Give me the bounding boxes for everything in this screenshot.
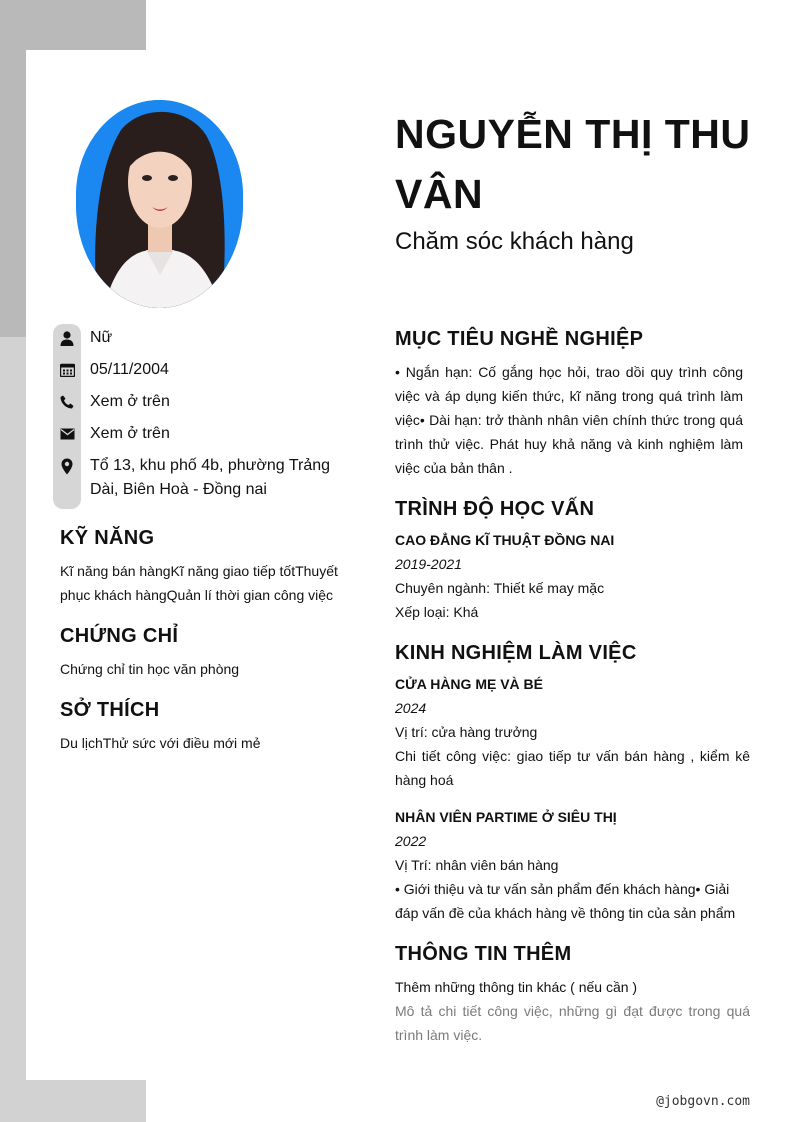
desired-position: Chăm sóc khách hàng [395,228,634,255]
education-heading: TRÌNH ĐỘ HỌC VẤN [395,498,595,520]
job-2-year: 2022 [395,833,427,849]
address-text: Tổ 13, khu phố 4b, phường Trảng Dài, Biên Hoà - Đồng nai [90,457,331,498]
gender-text: Nữ [90,329,113,346]
job-1-role: Vị trí: cửa hàng trưởng [395,724,538,740]
person-icon [53,322,81,354]
phone-icon [53,386,81,418]
education-major: Chuyên ngành: Thiết kế may mặc [395,580,605,596]
candidate-name: NGUYỄN THỊ THU VÂN [395,111,751,217]
footer-watermark: @jobgovn.com [656,1094,750,1109]
additional-heading: THÔNG TIN THÊM [395,943,572,965]
profile-photo-illustration [76,100,243,308]
skills-text: Kĩ năng bán hàngKĩ năng giao tiếp tốtThuyết phục khách hàngQuản lí thời gian công việc [60,563,338,603]
contact-phone [53,386,363,418]
profile-photo [76,100,243,308]
education-grade: Xếp loại: Khá [395,604,479,620]
hobbies-text: Du lịchThử sức với điều mới mẻ [60,735,261,751]
additional-line: Thêm những thông tin khác ( nếu cần ) [395,979,638,995]
contact-gender [53,322,363,354]
skills-heading: KỸ NĂNG [60,527,155,549]
calendar-icon [53,354,81,386]
certificates-heading: CHỨNG CHỈ [60,625,179,647]
objective-text: • Ngắn hạn: Cố gắng học hỏi, trao dồi quy trình công việc và áp dụng kiến thức, kĩ năng trong quá trình làm việc• Dài hạn: trở thành nhân viên chính thức trong quá trình thử việc. Phát huy khả năng và kinh nghiệm làm việc của bản thân . [395,364,743,476]
birthday-text: 05/11/2004 [90,361,169,378]
job-1-year: 2024 [395,700,427,716]
job-2-detail: • Giới thiệu và tư vấn sản phẩm đến khách hàng• Giải đáp vấn đề của khách hàng về thông tin của sản phẩm [395,881,736,921]
education-school: CAO ĐẲNG KĨ THUẬT ĐỒNG NAI [395,532,615,548]
email-icon [53,418,81,450]
location-pin-icon [53,450,81,482]
additional-hint: Mô tả chi tiết công việc, những gì đạt được trong quá trình làm việc. [395,1003,750,1043]
contact-birthday [53,354,363,386]
experience-heading: KINH NGHIỆM LÀM VIỆC [395,642,637,664]
objective-heading: MỤC TIÊU NGHỀ NGHIỆP [395,328,644,350]
education-period: 2019-2021 [395,556,462,572]
job-1-detail: Chi tiết công việc: giao tiếp tư vấn bán hàng , kiểm kê hàng hoá [395,748,750,788]
job-2-company: NHÂN VIÊN PARTIME Ở SIÊU THỊ [395,809,617,825]
contact-address [53,450,363,502]
certificates-text: Chứng chỉ tin học văn phòng [60,661,240,677]
contact-email [53,418,363,450]
email-text: Xem ở trên [90,425,170,442]
hobbies-heading: SỞ THÍCH [60,699,160,721]
job-2-role: Vị Trí: nhân viên bán hàng [395,857,559,873]
job-1-company: CỬA HÀNG MẸ VÀ BÉ [395,676,543,692]
phone-text: Xem ở trên [90,393,170,410]
